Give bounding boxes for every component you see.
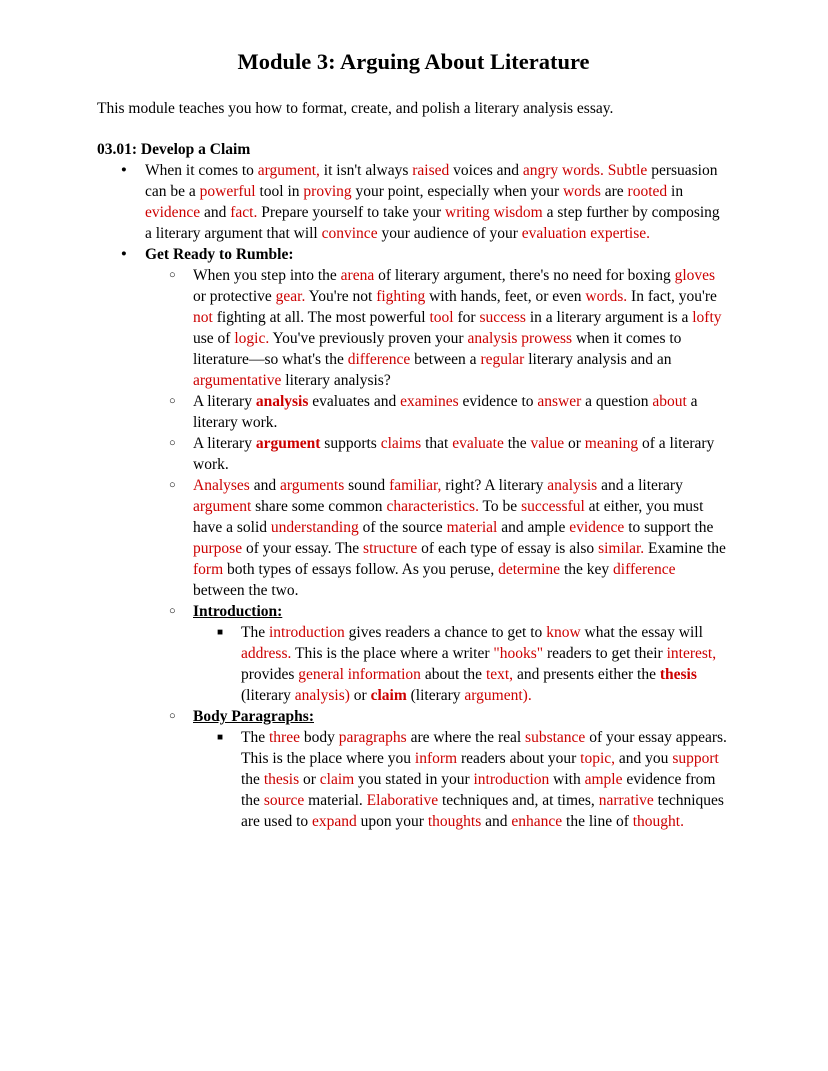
text-segment: gives readers a chance to get to [344, 624, 547, 641]
list-item-text [193, 601, 730, 622]
list-item-text [145, 160, 730, 244]
text-segment: difference [613, 561, 676, 578]
text-segment: similar. [598, 540, 645, 557]
text-segment: substance [525, 729, 586, 746]
list-item [217, 622, 730, 706]
text-segment: you stated in your [354, 771, 474, 788]
text-segment: A literary [193, 393, 256, 410]
text-segment: tool in [255, 183, 304, 200]
text-segment: techniques and, at times, [438, 792, 599, 809]
text-segment: evidence [569, 519, 625, 536]
content-list [97, 160, 730, 832]
text-segment: thesis [659, 666, 697, 683]
bullet-disc-icon: ● [121, 249, 127, 259]
text-segment: both types of essays follow. As you peruse, [223, 561, 499, 578]
list-item [217, 727, 730, 832]
text-segment: introduction [268, 624, 345, 641]
text-segment: thesis [263, 771, 300, 788]
text-segment: introduction [473, 771, 550, 788]
text-segment: analysis [255, 393, 309, 410]
text-segment: answer [537, 393, 582, 410]
text-segment: logic. [234, 330, 270, 347]
text-segment: Introduction: [193, 603, 283, 620]
text-segment: in [667, 183, 684, 200]
text-segment: the key [560, 561, 614, 578]
text-segment: and a literary [597, 477, 683, 494]
text-segment: with hands, feet, or even [425, 288, 586, 305]
list-item [169, 601, 730, 622]
text-segment: enhance [511, 813, 563, 830]
text-segment: examines [400, 393, 459, 410]
bullet-circle-icon: ○ [169, 395, 176, 407]
text-segment: your audience of your [377, 225, 522, 242]
text-segment: know [546, 624, 581, 641]
text-segment: body [299, 729, 339, 746]
text-segment: sound [344, 477, 390, 494]
text-segment: source [263, 792, 305, 809]
document-title: Module 3: Arguing About Literature [237, 49, 590, 74]
text-segment: gloves [674, 267, 716, 284]
text-segment: material. [304, 792, 367, 809]
text-segment: or [299, 771, 320, 788]
text-segment: what the essay will [580, 624, 703, 641]
text-segment: and ample [497, 519, 570, 536]
text-segment: characteristics. [386, 498, 479, 515]
list-item-text [193, 475, 730, 601]
intro-paragraph: This module teaches you how to format, create, and polish a literary analysis essay. [97, 100, 614, 117]
text-segment: (literary [406, 687, 465, 704]
text-segment: and [481, 813, 512, 830]
text-segment: words [562, 183, 601, 200]
text-segment: text, [485, 666, 514, 683]
text-segment: of your essay. The [242, 540, 364, 557]
text-segment: The [241, 624, 269, 641]
text-segment: In fact, you're [627, 288, 717, 305]
text-segment: or [349, 687, 371, 704]
text-segment: fighting [376, 288, 426, 305]
text-segment: it isn't always [319, 162, 413, 179]
text-segment: expand [312, 813, 357, 830]
text-segment: understanding [270, 519, 359, 536]
text-segment: supports [320, 435, 381, 452]
text-segment: and [200, 204, 231, 221]
text-segment: the [241, 771, 264, 788]
text-segment: thought. [632, 813, 684, 830]
text-segment: powerful [199, 183, 256, 200]
text-segment: with [549, 771, 585, 788]
text-segment: convince [321, 225, 378, 242]
text-segment: To be [478, 498, 522, 515]
bullet-circle-icon: ○ [169, 437, 176, 449]
text-segment: Prepare yourself to take your [257, 204, 445, 221]
text-segment: tool [429, 309, 454, 326]
text-segment: Analyses [193, 477, 250, 494]
text-segment: techniques are used to [241, 792, 724, 830]
text-segment: form [193, 561, 224, 578]
list-item [169, 475, 730, 601]
text-segment: of literary argument, there's no need for boxing [374, 267, 675, 284]
text-segment: lofty [692, 309, 722, 326]
list-item-text [193, 706, 730, 727]
text-segment: Elaborative [366, 792, 439, 809]
text-segment: persuasion can be a [145, 162, 718, 200]
text-segment: angry words. Subtle [522, 162, 648, 179]
text-segment: arena [340, 267, 375, 284]
text-segment: literary analysis? [281, 372, 391, 389]
text-segment: purpose [193, 540, 243, 557]
text-segment: You've previously proven your [269, 330, 468, 347]
bullet-circle-icon: ○ [169, 479, 176, 491]
text-segment: or protective [193, 288, 276, 305]
text-segment: evidence [145, 204, 201, 221]
text-segment: argumentative [193, 372, 282, 389]
text-segment: address. [241, 645, 292, 662]
text-segment: general information [298, 666, 421, 683]
text-segment: about [652, 393, 687, 410]
text-segment: of your essay appears. This is the place where you [241, 729, 727, 767]
section-heading: 03.01: Develop a Claim [97, 141, 251, 158]
text-segment: proving [303, 183, 352, 200]
text-segment: structure [363, 540, 418, 557]
text-segment: of the source [358, 519, 447, 536]
text-segment: paragraphs [338, 729, 407, 746]
text-segment: between a [410, 351, 481, 368]
text-segment: and [249, 477, 280, 494]
text-segment: are [600, 183, 628, 200]
list-item [169, 706, 730, 727]
text-segment: when it comes to literature—so what's the [193, 330, 682, 368]
text-segment: material [446, 519, 498, 536]
bullet-circle-icon: ○ [169, 605, 176, 617]
text-segment: raised [412, 162, 450, 179]
text-segment: argument [193, 498, 252, 515]
text-segment: literary analysis and an [524, 351, 672, 368]
text-segment: evidence to [458, 393, 538, 410]
bullet-circle-icon: ○ [169, 710, 176, 722]
text-segment: writing wisdom [445, 204, 543, 221]
text-segment: and presents either the [513, 666, 660, 683]
text-segment: argument). [464, 687, 532, 704]
text-segment: to support the [624, 519, 714, 536]
text-segment: of a literary work. [193, 435, 715, 473]
text-segment: A literary [193, 435, 256, 452]
text-segment: at either, you must have a solid [193, 498, 704, 536]
text-segment: not [193, 309, 213, 326]
text-segment: rooted [627, 183, 668, 200]
text-segment: determine [498, 561, 561, 578]
text-segment: analysis [547, 477, 598, 494]
text-segment: readers about your [457, 750, 581, 767]
bullet-circle-icon: ○ [169, 269, 176, 281]
text-segment: are where the real [406, 729, 526, 746]
bullet-disc-icon: ● [121, 165, 127, 175]
text-segment: share some common [251, 498, 387, 515]
text-segment: readers to get their [543, 645, 667, 662]
text-segment: your point, especially when your [351, 183, 563, 200]
text-segment: evaluates and [308, 393, 401, 410]
text-segment: evaluate [452, 435, 504, 452]
text-segment: voices and [449, 162, 523, 179]
text-segment: The [241, 729, 269, 746]
text-segment: argument, [257, 162, 320, 179]
text-segment: interest, [666, 645, 717, 662]
text-segment: evaluation expertise. [521, 225, 651, 242]
list-item [169, 391, 730, 433]
text-segment: of each type of essay is also [417, 540, 599, 557]
list-item [121, 244, 730, 265]
text-segment: (literary [241, 687, 295, 704]
text-segment: regular [480, 351, 525, 368]
text-segment: thoughts [427, 813, 482, 830]
text-segment: claim [319, 771, 355, 788]
text-segment: arguments [279, 477, 345, 494]
text-segment: analysis prowess [467, 330, 573, 347]
text-segment: topic, [580, 750, 616, 767]
text-segment: Get Ready to Rumble: [145, 246, 294, 263]
text-segment: for [453, 309, 480, 326]
text-segment: a step further by composing a literary argument that will [145, 204, 720, 242]
text-segment: success [479, 309, 526, 326]
list-item-text [193, 391, 730, 433]
text-segment: evidence from the [241, 771, 716, 809]
text-segment: claims [380, 435, 422, 452]
text-segment: meaning [584, 435, 639, 452]
text-segment: between the two. [193, 582, 299, 599]
text-segment: When it comes to [145, 162, 258, 179]
text-segment: When you step into the [193, 267, 341, 284]
text-segment: "hooks" [493, 645, 544, 662]
text-segment: claim [370, 687, 407, 704]
list-item [169, 433, 730, 475]
text-segment: that [421, 435, 453, 452]
text-segment: value [530, 435, 565, 452]
list-item-text [241, 622, 730, 706]
text-segment: Examine the [644, 540, 726, 557]
text-segment: support [672, 750, 719, 767]
text-segment: fact. [230, 204, 258, 221]
text-segment: words. [585, 288, 628, 305]
text-segment: analysis) [294, 687, 350, 704]
text-segment: argument [255, 435, 321, 452]
text-segment: the [503, 435, 531, 452]
text-segment: the line of [562, 813, 633, 830]
text-segment: use of [193, 330, 235, 347]
text-segment: about the [420, 666, 486, 683]
text-segment: narrative [598, 792, 654, 809]
text-segment: difference [347, 351, 411, 368]
text-segment: You're not [305, 288, 377, 305]
list-item-text [193, 265, 730, 391]
text-segment: This is the place where a writer [291, 645, 494, 662]
text-segment: fighting at all. The most powerful [212, 309, 430, 326]
list-item-text [193, 433, 730, 475]
text-segment: provides [241, 666, 299, 683]
text-segment: gear. [275, 288, 306, 305]
text-segment: successful [521, 498, 585, 515]
text-segment: right? A literary [441, 477, 548, 494]
text-segment: a question [581, 393, 653, 410]
text-segment: or [564, 435, 585, 452]
text-segment: three [268, 729, 300, 746]
text-segment: and you [615, 750, 673, 767]
text-segment: upon your [356, 813, 428, 830]
text-segment: familiar, [389, 477, 442, 494]
text-segment: inform [414, 750, 458, 767]
list-item [169, 265, 730, 391]
list-item-text [145, 244, 730, 265]
text-segment: ample [584, 771, 623, 788]
bullet-square-icon: ■ [217, 732, 224, 743]
text-segment: Body Paragraphs: [193, 708, 314, 725]
list-item-text [241, 727, 730, 832]
list-item [121, 160, 730, 244]
bullet-square-icon: ■ [217, 627, 224, 638]
text-segment: a literary work. [193, 393, 698, 431]
text-segment: in a literary argument is a [525, 309, 693, 326]
